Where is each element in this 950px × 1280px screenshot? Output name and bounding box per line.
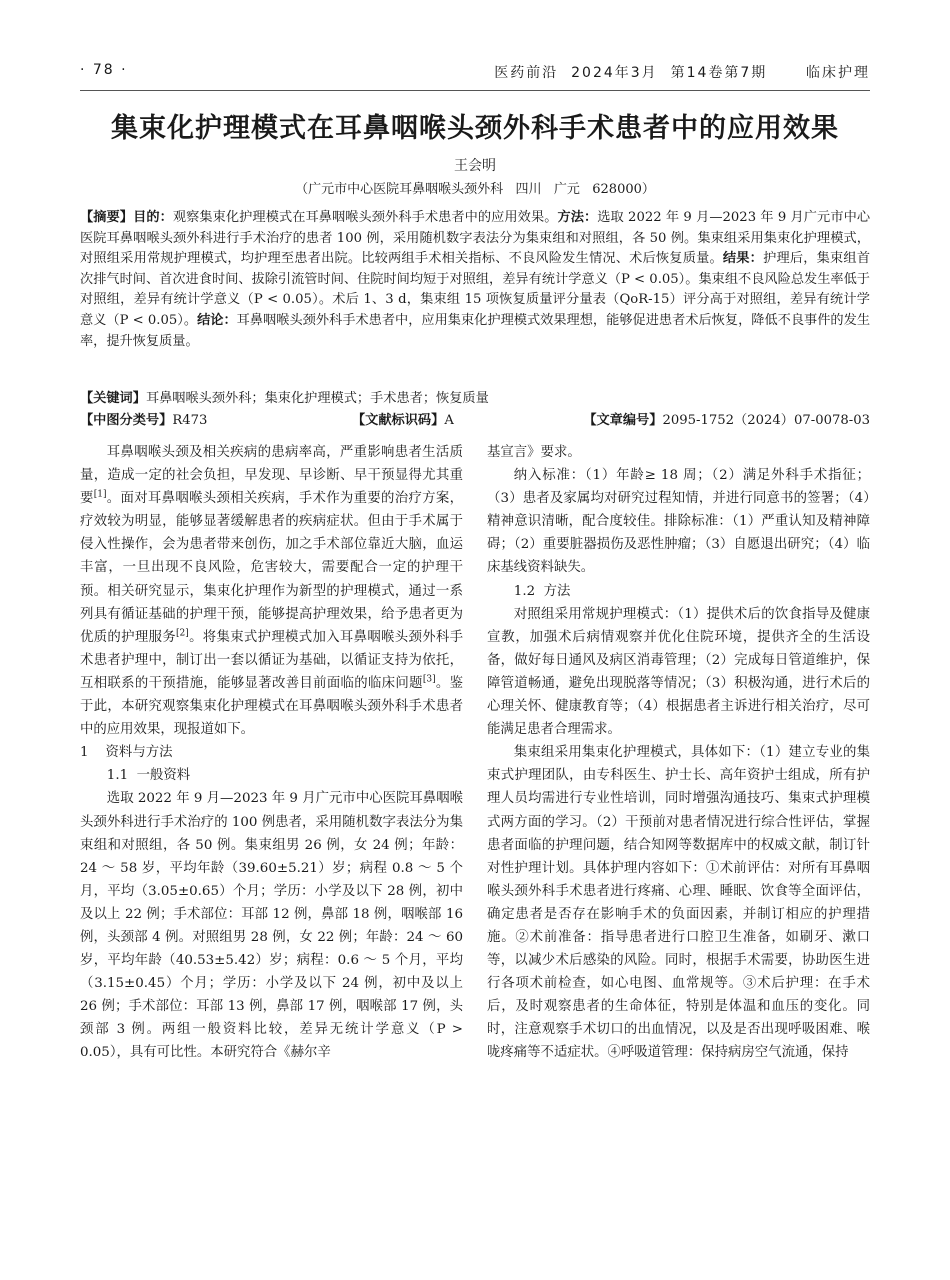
section-heading-1: 1 资料与方法: [80, 745, 173, 761]
control-group-paragraph: 对照组采用常规护理模式：（1）提供术后的饮食指导及健康宣教，加强术后病情观察并优化住院环境，提供齐全的生活设备，做好每日通风及病区消毒管理；（2）完成每日管道维护，保障管道畅通，避免出现脱落等情况；（3）积极沟通，进行术后的心理关怀、健康教育等；（4）根据患者主诉进行相关治疗，尽可能满足患者合理需求。: [487, 606, 870, 738]
criteria-paragraph: 纳入标准：（1）年龄≥ 18 周；（2）满足外科手术指征；（3）患者及家属均对研究过程知情，并进行同意书的签署；（4）精神意识清晰，配合度较佳。排除标准：（1）严重认知及精神障碍；（2）重要脏器损伤及恶性肿瘤；（3）自愿退出研究；（4）临床基线资料缺失。: [487, 468, 870, 576]
journal-info: 医药前沿 2024年3月 第14卷第7期 临床护理: [494, 65, 870, 81]
citation-1: [1]: [93, 489, 107, 500]
abstract-objective-label: 目的：: [133, 210, 173, 225]
body-column-left: [80, 441, 463, 1065]
running-header: [80, 62, 870, 88]
general-data-paragraph: 选取 2022 年 9 月—2023 年 9 月广元市中心医院耳鼻咽喉头颈外科进行手术治疗的 100 例患者，采用随机数字表法分为集束组和对照组，各 50 例。集束组男 26 例，女 24 例；年龄：24 ～ 58 岁，平均年龄（39.60±5.21）岁；病程 0.8 ～ 5 个月，平均（3.05±0.65）个月；学历：小学及以下 28 例，初中及以上 22 例；手术部位：耳部 12 例，鼻部 18 例，咽喉部 16 例，头颈部 4 例。对照组男 28 例，女 22 例；年龄：24 ～ 60 岁，平均年龄（40.53±5.42）岁；病程：0.6 ～ 5 个月，平均（3.15±0.45）个月；学历：小学及以下 24 例，初中及以上 26 例；手术部位：耳部 13 例，鼻部 17 例，咽喉部 17 例，头颈部 3 例。两组一般资料比较，差异无统计学意义（P > 0.05），具有可比性。本研究符合《赫尔辛: [80, 791, 463, 1061]
keywords: [80, 387, 870, 406]
keywords-text: 耳鼻咽喉头颈外科；集束化护理模式；手术患者；恢复质量: [145, 391, 489, 406]
abstract-objective: 观察集束化护理模式在耳鼻咽喉头颈外科手术患者中的应用效果。: [172, 210, 558, 225]
page-number: · 78 ·: [80, 62, 128, 78]
abstract-label: 【摘要】: [80, 210, 134, 225]
abstract-methods-label: 方法：: [557, 210, 598, 225]
subsection-heading-1-1: 1.1 一般资料: [106, 768, 191, 784]
article-title: 集束化护理模式在耳鼻咽喉头颈外科手术患者中的应用效果: [111, 113, 839, 144]
clc-number: 【中图分类号】R473: [80, 413, 208, 428]
header-rule: [80, 90, 870, 91]
cluster-group-paragraph: 集束组采用集束化护理模式，具体如下：（1）建立专业的集束式护理团队，由专科医生、护士长、高年资护士组成，所有护理人员均需进行专业性培训，同时增强沟通技巧、集束式护理模式两方面的学习。（2）干预前对患者情况进行综合性评估，掌握患者面临的护理问题，结合知网等数据库中的权威文献，制订针对性护理计划。具体护理内容如下：①术前评估：对所有耳鼻咽喉头颈外科手术患者进行疼痛、心理、睡眠、饮食等全面评估，确定患者是否存在影响手术的负面因素，并制订相应的护理措施。②术前准备：指导患者进行口腔卫生准备，如刷牙、漱口等，以减少术后感染的风险。同时，根据手术需要，协助医生进行各项术前检查，如心电图、血常规等。③术后护理：在手术后，及时观察患者的生命体征，特别是体温和血压的变化。同时，注意观察手术切口的出血情况，以及是否出现呼吸困难、喉咙疼痛等不适症状。④呼吸道管理：保持病房空气流通，保持: [487, 745, 870, 1061]
article-number: 【文章编号】2095-1752（2024）07-0078-03: [583, 413, 870, 428]
abstract: [80, 208, 870, 352]
abstract-results: 护理后，集束组首次排气时间、首次进食时间、拔除引流管时间、住院时间均短于对照组，差异有统计学意义（P < 0.05）。集束组不良风险总发生率低于对照组，差异有统计学意义（P < 0.05）。术后 1、3 d，集束组 15 项恢复质量评分量表（QoR-15）评分高于对照组，差异有统计学意义（P < 0.05）。: [80, 251, 871, 328]
document-code: 【文献标识码】A: [352, 413, 454, 428]
affiliation: （广元市中心医院耳鼻咽喉头颈外科 四川 广元 628000）: [295, 182, 655, 197]
intro-paragraph: 耳鼻咽喉头颈及相关疾病的患病率高，严重影响患者生活质量，造成一定的社会负担，早发现、早诊断、早干预显得尤其重要[1]。面对耳鼻咽喉头颈相关疾病，手术作为重要的治疗方案，疗效较为明显，能够显著缓解患者的疾病症状。但由于手术属于侵入性操作，会为患者带来创伤，加之手术部位靠近大脑，血运丰富，一旦出现不良风险，危害较大，需要配合一定的护理干预。相关研究显示，集束化护理作为新型的护理模式，通过一系列具有循证基础的护理干预，能够提高护理效果，给予患者更为优质的护理服务[2]。将集束式护理模式加入耳鼻咽喉头颈外科手术患者护理中，制订出一套以循证为基础，以循证支持为依托，互相联系的干预措施，能够显著改善目前面临的临床问题[3]。鉴于此，本研究观察集束化护理模式在耳鼻咽喉头颈外科手术患者中的应用效果，现报道如下。: [80, 445, 464, 738]
citation-2: [2]: [176, 628, 189, 639]
classification-line: [80, 409, 870, 429]
keywords-label: 【关键词】: [80, 391, 146, 406]
subsection-heading-1-2: 1.2 方法: [513, 583, 571, 599]
abstract-results-label: 结果：: [722, 251, 764, 267]
abstract-conclusion-label: 结论：: [197, 312, 237, 328]
body-column-right: [487, 441, 870, 1065]
citation-3: [3]: [422, 674, 436, 685]
general-data-continued: 基宣言》要求。: [487, 445, 581, 460]
abstract-methods: 选取 2022 年 9 月—2023 年 9 月广元市中心医院耳鼻咽喉头颈外科进行手术治疗的患者 100 例，采用随机数字表法分为集束组和对照组，各 50 例。集束组采用集束化护理模式，对照组采用常规护理模式，均护理至患者出院。比较两组手术相关指标、不良风险发生情况、术后恢复质量。: [80, 210, 871, 267]
abstract-conclusion: 耳鼻咽喉头颈外科手术患者中，应用集束化护理模式效果理想，能够促进患者术后恢复，降低不良事件的发生率，提升恢复质量。: [80, 312, 871, 349]
author: 王会明: [454, 158, 496, 174]
